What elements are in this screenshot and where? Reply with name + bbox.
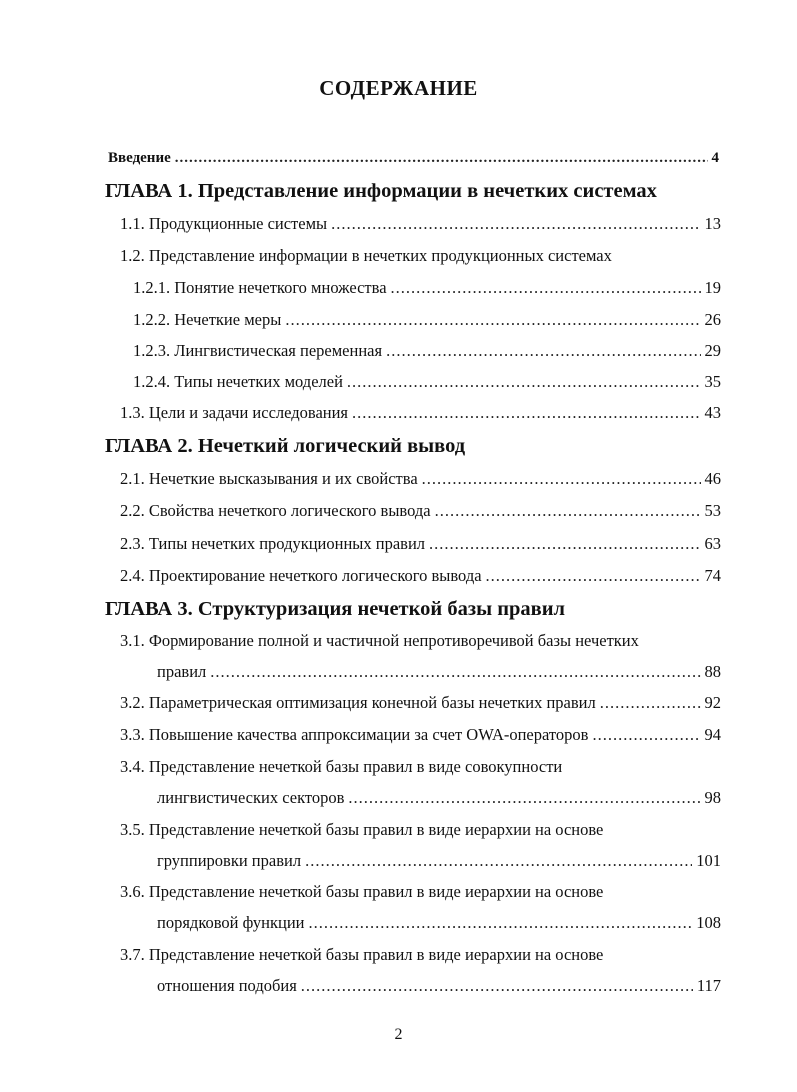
dot-leader [592, 724, 700, 746]
dot-leader [210, 661, 700, 683]
dot-leader [175, 147, 708, 169]
page-number: 2 [394, 1026, 403, 1043]
toc-entry-2-1[interactable] [120, 468, 721, 490]
toc-entry-3-2[interactable] [120, 692, 721, 714]
toc-entry-3-1[interactable] [157, 661, 721, 683]
toc-page: 13 [704, 214, 721, 233]
toc-entry-3-6[interactable] [157, 912, 721, 934]
toc-page: 117 [696, 976, 721, 995]
dot-leader [422, 468, 701, 490]
toc-page: 26 [704, 310, 721, 329]
toc-page: 92 [704, 693, 721, 712]
toc-entry-2-3[interactable] [120, 533, 721, 555]
chapter-2-heading[interactable]: ГЛАВА 2. Нечеткий логический вывод [105, 435, 466, 457]
toc-label: 3.2. Параметрическая оптимизация конечной базы нечетких правил [120, 693, 596, 712]
toc-entry-intro[interactable] [108, 147, 719, 169]
toc-label: правил [157, 662, 207, 681]
toc-entry-1-2-3[interactable] [133, 340, 721, 362]
dot-leader [435, 500, 701, 522]
toc-page: 35 [704, 372, 721, 391]
toc-entry-1-3[interactable] [120, 402, 721, 424]
dot-leader [486, 565, 701, 587]
dot-leader [352, 402, 700, 424]
dot-leader [391, 277, 701, 299]
toc-page: 46 [704, 469, 721, 488]
toc-entry-2-4[interactable] [120, 565, 721, 587]
toc-page: 63 [704, 534, 721, 553]
toc-label: 1.1. Продукционные системы [120, 214, 328, 233]
toc-entry-3-4[interactable] [157, 787, 721, 809]
toc-page: 94 [704, 725, 721, 744]
toc-entry-3-6-line1[interactable]: 3.6. Представление нечеткой базы правил в виде иерархии на основе [120, 882, 604, 901]
toc-entry-3-3[interactable] [120, 724, 721, 746]
toc-label: 2.4. Проектирование нечеткого логического вывода [120, 566, 482, 585]
toc-entry-3-5-line1[interactable]: 3.5. Представление нечеткой базы правил в виде иерархии на основе [120, 820, 604, 839]
dot-leader [309, 912, 693, 934]
toc-entry-1-1[interactable] [120, 213, 721, 235]
dot-leader [331, 213, 700, 235]
toc-label: 1.2.1. Понятие нечеткого множества [133, 278, 387, 297]
toc-entry-2-2[interactable] [120, 500, 721, 522]
toc-page: 4 [711, 150, 719, 166]
toc-entry-3-5[interactable] [157, 850, 721, 872]
toc-page: 98 [704, 788, 721, 807]
toc-entry-3-7[interactable] [157, 975, 721, 997]
toc-entry-1-2[interactable]: 1.2. Представление информации в нечетких продукционных системах [120, 246, 612, 265]
toc-page: 108 [696, 913, 721, 932]
toc-entry-1-2-2[interactable] [133, 309, 721, 331]
toc-label: 2.3. Типы нечетких продукционных правил [120, 534, 426, 553]
dot-leader [347, 371, 701, 393]
toc-entry-1-2-1[interactable] [133, 277, 721, 299]
toc-label: 1.2.3. Лингвистическая переменная [133, 341, 383, 360]
toc-page: 43 [704, 403, 721, 422]
toc-entry-3-1-line1[interactable]: 3.1. Формирование полной и частичной непротиворечивой базы нечетких [120, 631, 639, 650]
toc-label: 1.3. Цели и задачи исследования [120, 403, 349, 422]
dot-leader [348, 787, 700, 809]
toc-label: отношения подобия [157, 976, 297, 995]
toc-page: 88 [704, 662, 721, 681]
chapter-3-heading[interactable]: ГЛАВА 3. Структуризация нечеткой базы правил [105, 598, 566, 620]
toc-page: 53 [704, 501, 721, 520]
dot-leader [305, 850, 692, 872]
page-title: СОДЕРЖАНИЕ [319, 76, 478, 100]
toc-label: 1.2.4. Типы нечетких моделей [133, 372, 343, 391]
toc-label: 2.1. Нечеткие высказывания и их свойства [120, 469, 418, 488]
toc-label: 3.3. Повышение качества аппроксимации за счет OWA-операторов [120, 725, 589, 744]
toc-page: 19 [704, 278, 721, 297]
toc-page: 74 [704, 566, 721, 585]
toc-entry-3-4-line1[interactable]: 3.4. Представление нечеткой базы правил в виде совокупности [120, 757, 563, 776]
dot-leader [429, 533, 700, 555]
toc-entry-3-7-line1[interactable]: 3.7. Представление нечеткой базы правил в виде иерархии на основе [120, 945, 604, 964]
dot-leader [386, 340, 700, 362]
toc-page: 29 [704, 341, 721, 360]
toc-label: 1.2.2. Нечеткие меры [133, 310, 282, 329]
dot-leader [285, 309, 700, 331]
toc-entry-1-2-4[interactable] [133, 371, 721, 393]
toc-label: 2.2. Свойства нечеткого логического вывода [120, 501, 431, 520]
toc-label: группировки правил [157, 851, 302, 870]
dot-leader [301, 975, 693, 997]
toc-label: лингвистических секторов [157, 788, 345, 807]
toc-label: Введение [108, 150, 171, 166]
chapter-1-heading[interactable]: ГЛАВА 1. Представление информации в нечетких системах [105, 180, 657, 202]
dot-leader [600, 692, 701, 714]
toc-label: порядковой функции [157, 913, 305, 932]
toc-page: 101 [696, 851, 721, 870]
